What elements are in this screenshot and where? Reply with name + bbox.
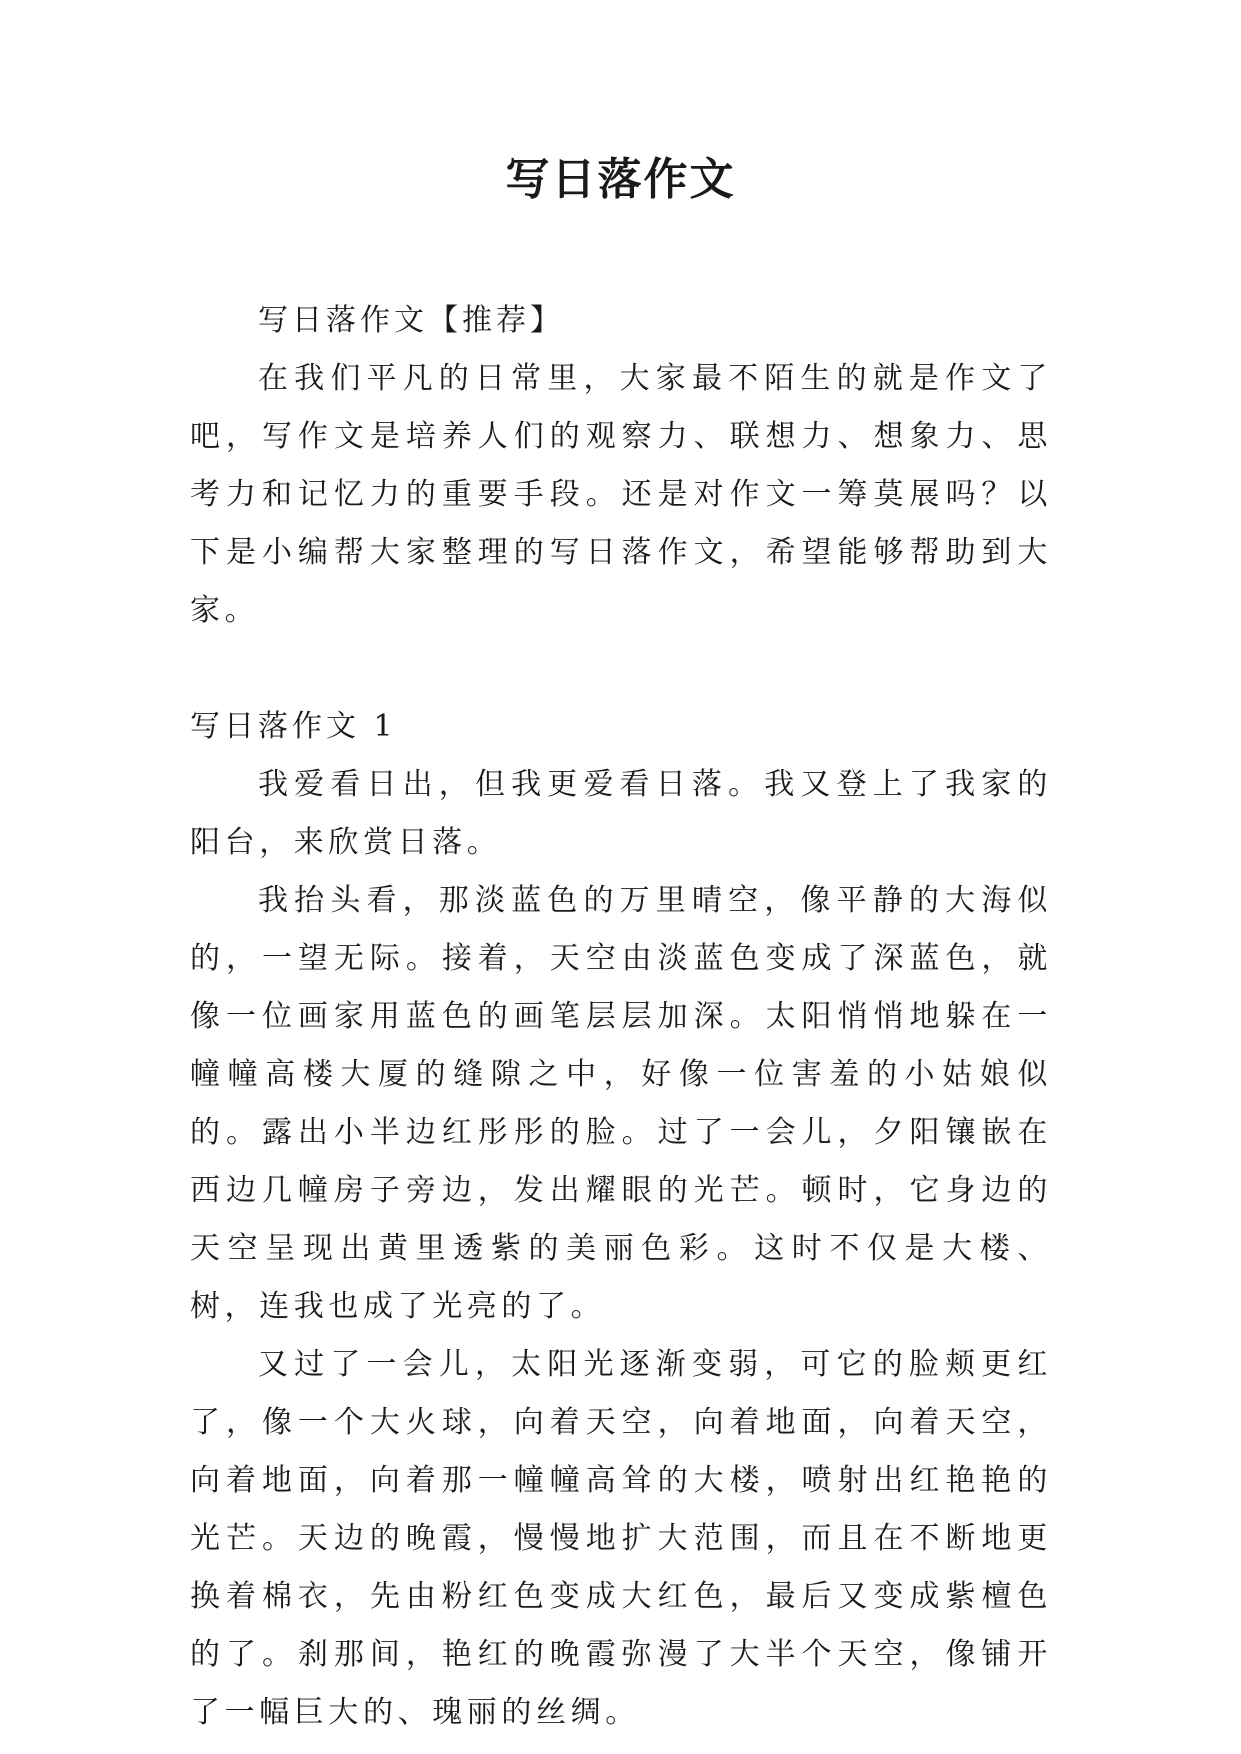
section-heading: 写日落作文 1 <box>190 709 397 744</box>
section-spacer <box>190 640 1052 698</box>
intro-paragraph: 在我们平凡的日常里，大家最不陌生的就是作文了吧，写作文是培养人们的观察力、联想力、想象力、思考力和记忆力的重要手段。还是对作文一筹莫展吗？以下是小编帮大家整理的写日落作文，希望能够帮助到大家。 <box>190 361 1052 628</box>
intro-heading: 写日落作文【推荐】 <box>258 303 564 338</box>
body-paragraph-3: 又过了一会儿，太阳光逐渐变弱，可它的脸颊更红了，像一个大火球，向着天空，向着地面，向着天空，向着地面，向着那一幢幢高耸的大楼，喷射出红艳艳的光芒。天边的晚霞，慢慢地扩大范围，而且在不断地更换着棉衣，先由粉红色变成大红色，最后又变成紫檀色的了。刹那间，艳红的晚霞弥漫了大半个天空，像铺开了一幅巨大的、瑰丽的丝绸。 <box>190 1347 1052 1730</box>
document-title: 写日落作文 <box>505 154 736 205</box>
body-paragraph-2: 我抬头看，那淡蓝色的万里晴空，像平静的大海似的，一望无际。接着，天空由淡蓝色变成了深蓝色，就像一位画家用蓝色的画笔层层加深。太阳悄悄地躲在一幢幢高楼大厦的缝隙之中，好像一位害羞的小姑娘似的。露出小半边红彤彤的脸。过了一会儿，夕阳镶嵌在西边几幢房子旁边，发出耀眼的光芒。顿时，它身边的天空呈现出黄里透紫的美丽色彩。这时不仅是大楼、树，连我也成了光亮的了。 <box>190 883 1052 1324</box>
body-paragraph-1: 我爱看日出，但我更爱看日落。我又登上了我家的阳台，来欣赏日落。 <box>190 767 1052 860</box>
document-body <box>190 292 1052 1742</box>
